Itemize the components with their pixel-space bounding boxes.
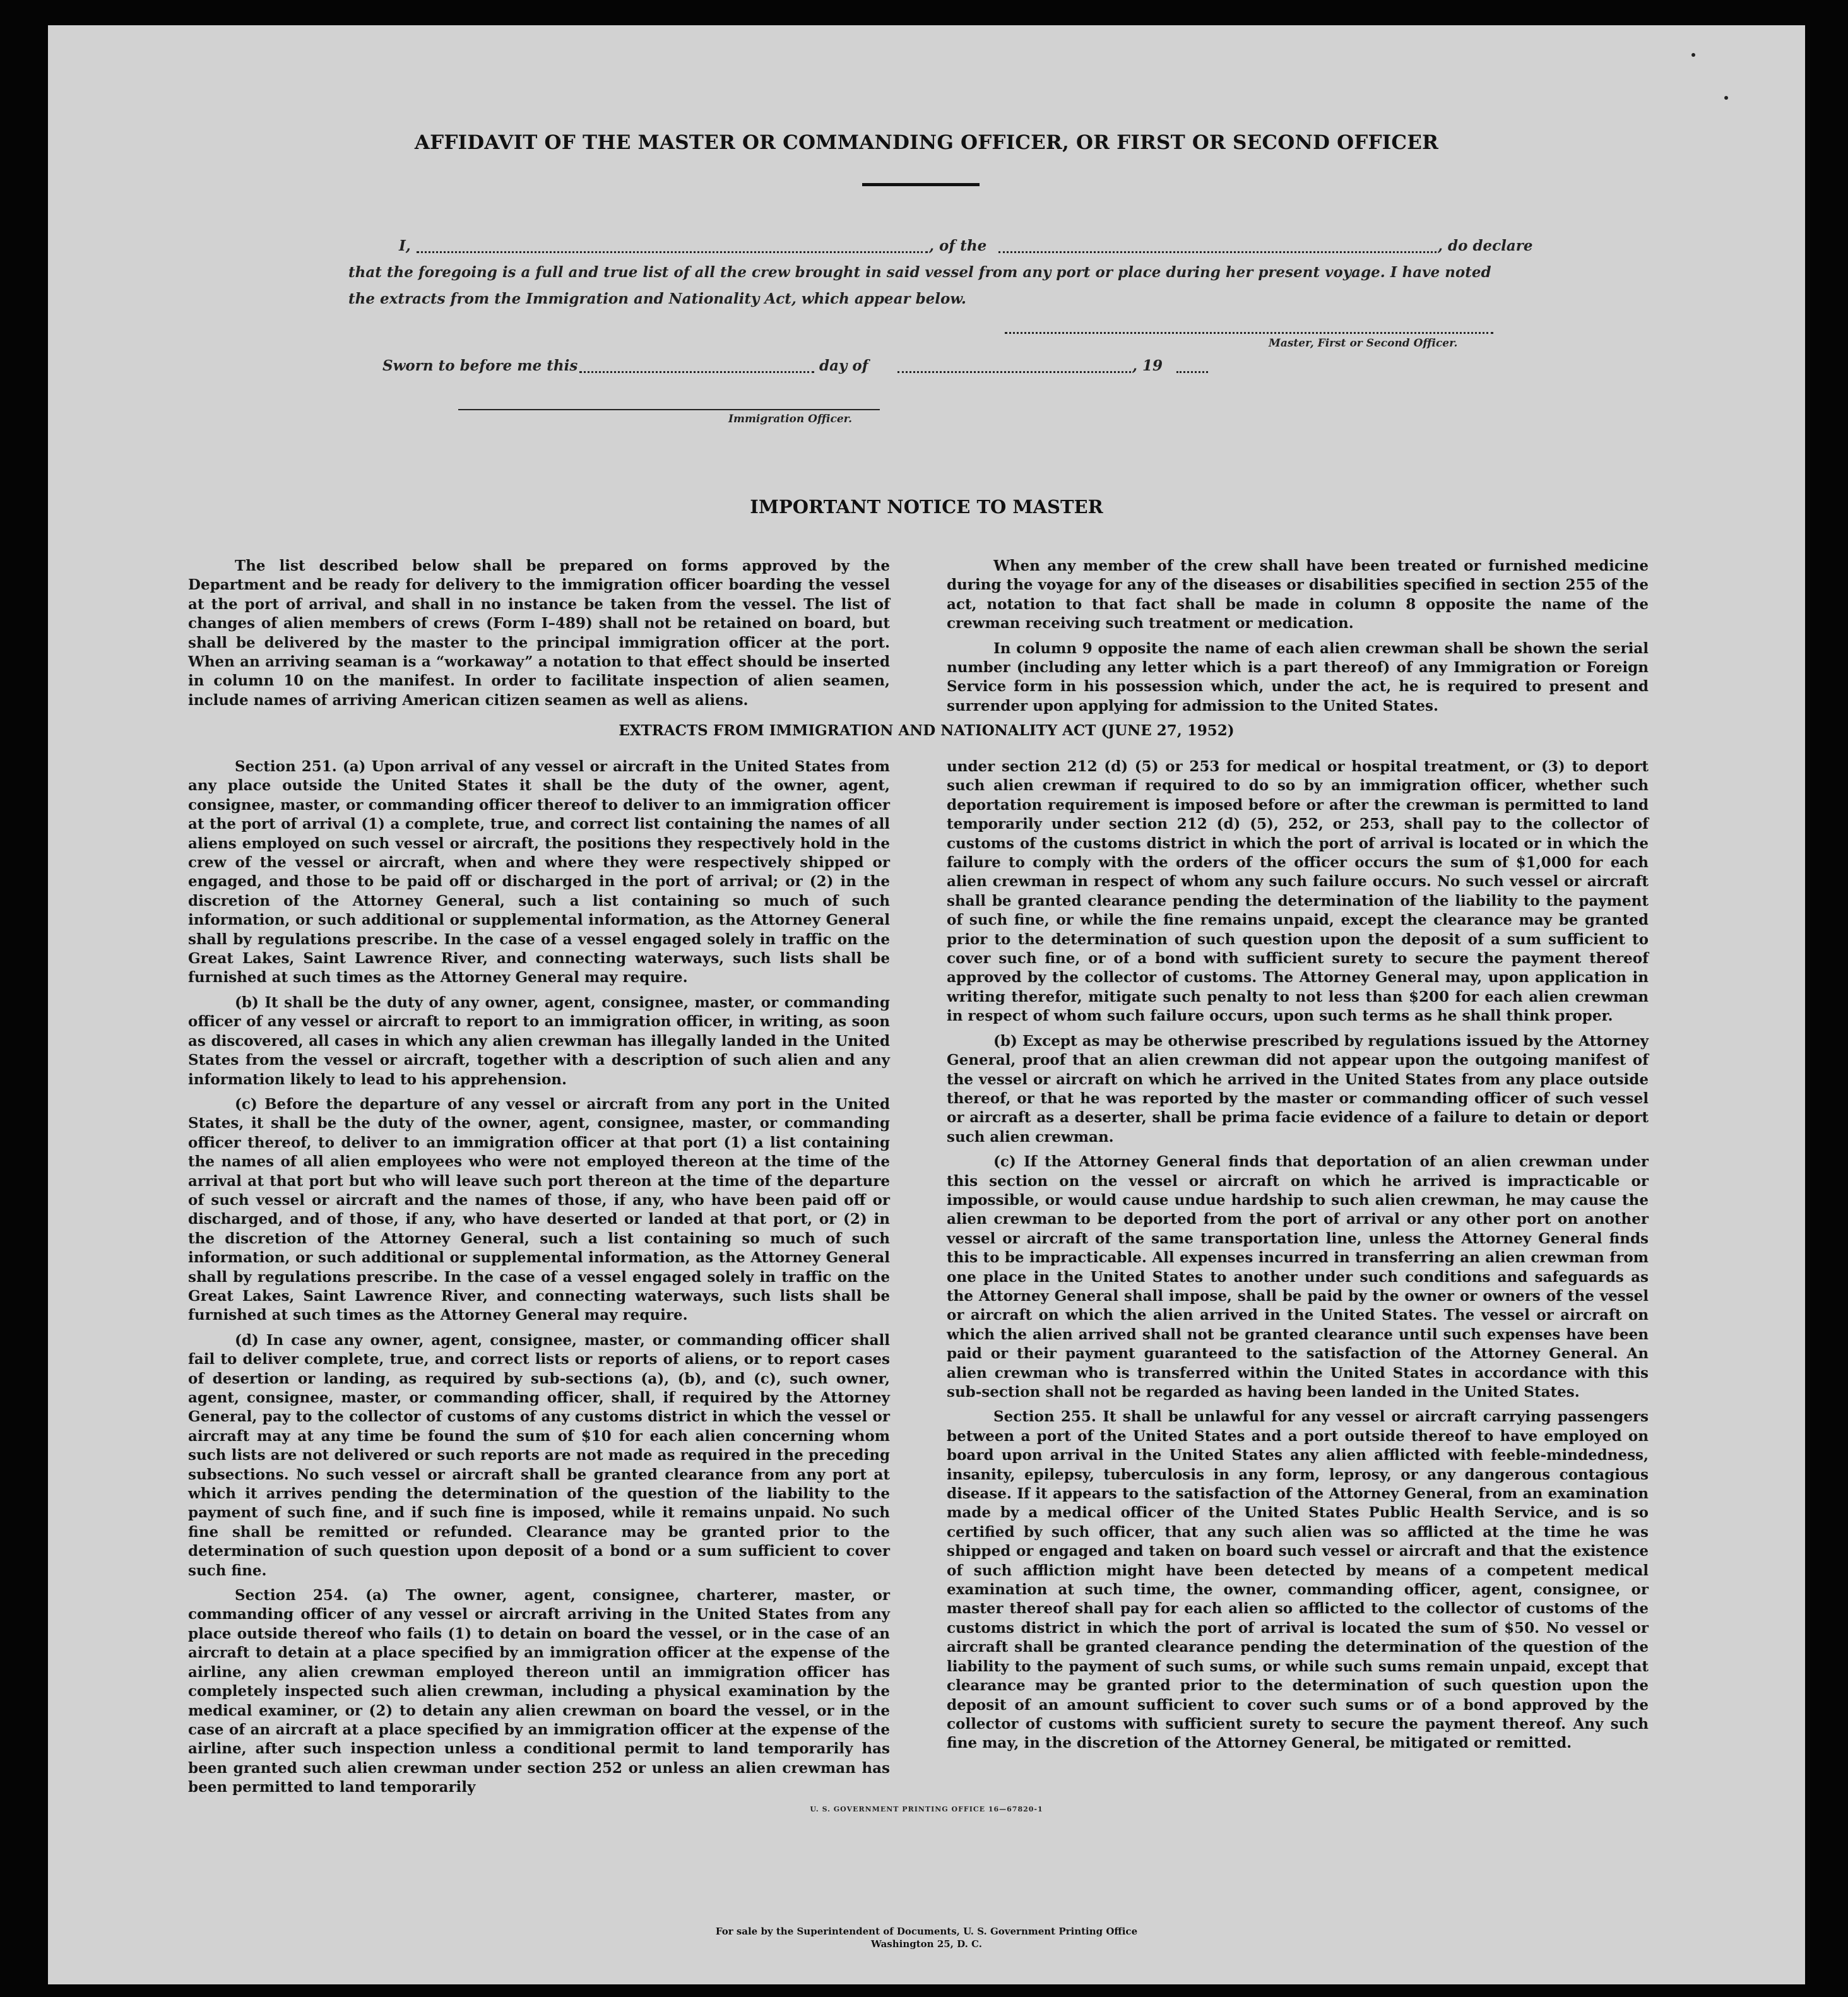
section-251-c: (c) Before the departure of any vessel or aircraft from any port in the United States, it shall be the duty of the owner, agent, consignee, master, or commanding officer thereof, to deliver to an immigration officer at that port (1) a list containing the names of all alien employees who were not employed thereon at the time of the arrival at that port but who will leave such port thereon at the time of the departure of such vessel or aircraft and the names of those, if any, who have been paid off or discharged, and of those, if any, who have deserted or landed at that port, or (2) in the discretion of the Attorney General, such a list containing so much of such information, or such additional or supplemental information, as the Attorney General shall by regulations prescribe. In the case of a vessel engaged solely in traffic on the Great Lakes, Saint Lawrence River, and connecting waterways, such lists shall be furnished at such times as the Attorney General may require.	[188, 1095, 890, 1324]
sale-line: For sale by the Superintendent of Documents, U. S. Government Printing Office	[715, 1926, 1138, 1937]
vessel-name-field[interactable]	[998, 251, 1436, 253]
extracts-left-column	[188, 757, 890, 1803]
section-254-a: Section 254. (a) The owner, agent, consignee, charterer, master, or commanding officer of any vessel or aircraft arriving in the United States from any place outside thereof who fails (1) to detain on board the vessel, or in the case of an aircraft to detain at a place specified by an immigration officer at the expense of the airline, any alien crewman employed thereon until an immigration officer has completely inspected such alien crewman, including a physical examination by the medical examiner, or (2) to detain any alien crewman on board the vessel, or in the case of an aircraft at a place specified by an immigration officer at the expense of the airline, after such inspection unless a conditional permit to land temporarily has been granted such alien crewman under section 252 or unless an alien crewman has been permitted to land temporarily	[188, 1587, 890, 1796]
extracts-title: EXTRACTS FROM IMMIGRATION AND NATIONALITY ACT (JUNE 27, 1952)	[619, 722, 1235, 739]
form-page	[48, 25, 1805, 1984]
declarant-prefix: I,	[399, 237, 411, 254]
section-251-a: Section 251. (a) Upon arrival of any vessel or aircraft in the United States from any place outside the United States it shall be the duty of the owner, agent, consignee, master, or commanding officer thereof to deliver to an immigration officer at the port of arrival (1) a complete, true, and correct list containing the names of all aliens employed on such vessel or aircraft, the positions they respectively hold in the crew of the vessel or aircraft, when and where they were respectively shipped or engaged, and those to be paid off or discharged in the port of arrival; or (2) in the discretion of the Attorney General, such a list containing so much of such information, or such additional or supplemental information, as the Attorney General shall by regulations prescribe. In the case of a vessel engaged solely in traffic on the Great Lakes, Saint Lawrence River, and connecting waterways, such lists shall be furnished at such times as the Attorney General may require.	[188, 758, 890, 987]
notice-paragraph: In column 9 opposite the name of each alien crewman shall be shown the serial number (including any letter which is a part thereof) of any Immigration or Foreign Service form in his possession which, under the act, he is required to present and surrender upon applying for admission to the United States.	[947, 639, 1649, 714]
master-signature-field[interactable]	[1005, 332, 1493, 334]
scan-speck	[1691, 53, 1695, 57]
section-251-d: (d) In case any owner, agent, consignee, master, or commanding officer shall fail to deliver complete, true, and correct lists or reports of aliens, or to report cases of desertion or landing, as required by sub-sections (a), (b), and (c), such owner, agent, consignee, master, or commanding officer, shall, if required by the Attorney General, pay to the collector of customs of any customs district in which the vessel or aircraft may at any time be found the sum of $10 for each alien concerning whom such lists are not delivered or such reports are not made as required in the preceding subsections. No such vessel or aircraft shall be granted clearance from any port at which it arrives pending the determination of the question of the liability to the payment of such fine, and if such fine is imposed, while it remains unpaid. No such fine shall be remitted or refunded. Clearance may be granted prior to the determination of such question upon deposit of a bond or a sum sufficient to cover such fine.	[188, 1331, 890, 1579]
sworn-year-field[interactable]	[1176, 371, 1208, 373]
sworn-month-field[interactable]	[897, 371, 1131, 373]
day-of-label: day of	[819, 357, 868, 374]
declarant-name-field[interactable]	[417, 251, 928, 253]
title-divider	[862, 183, 980, 186]
year-label: , 19	[1132, 357, 1163, 374]
notice-paragraph: The list described below shall be prepared on forms approved by the Department and be ready for delivery to the immigration officer boarding the vessel at the port of arrival, and shall in no instance be taken from the vessel. The list of changes of alien members of crews (Form I–489) shall not be retained on board, but shall be delivered by the master to the principal immigration officer at the port. When an arriving seaman is a “workaway” a notation to that effect should be inserted in column 10 on the manifest. In order to facilitate inspection of alien seamen, include names of arriving American citizen seamen as well as aliens.	[188, 557, 890, 709]
notice-title: IMPORTANT NOTICE TO MASTER	[750, 496, 1103, 518]
section-254-a-continued: under section 212 (d) (5) or 253 for medical or hospital treatment, or (3) to deport such alien crewman if required to do so by an immigration officer, whether such deportation requirement is imposed before or after the crewman is permitted to land temporarily under section 212 (d) (5), 252, or 253, shall pay to the collector of customs of the customs district in which the port of arrival is located or in which the failure to comply with the orders of the officer occurs the sum of $1,000 for each alien crewman in respect of whom any such failure occurs. No such vessel or aircraft shall be granted clearance pending the determination of the liability to the payment of such fine, or while the fine remains unpaid, except the clearance may be granted prior to the determination of such question upon the deposit of a sum sufficient to cover such fine, or of a bond with sufficient surety to secure the payment thereof approved by the collector of customs. The Attorney General may, upon application in writing therefor, mitigate such penalty to not less than $200 for each alien crewman in respect of whom such failure occurs, upon such terms as he shall think proper.	[947, 758, 1649, 1025]
notice-paragraph: When any member of the crew shall have been treated or furnished medicine during the voyage for any of the diseases or disabilities specified in section 255 of the act, notation to that fact shall be made in column 8 opposite the name of the crewman receiving such treatment or medication.	[947, 557, 1649, 632]
section-254-c: (c) If the Attorney General finds that deportation of an alien crewman under this section on the vessel or aircraft on which he arrived is impracticable or impossible, or would cause undue hardship to such alien crewman, he may cause the alien crewman to be deported from the port of arrival or any other port on another vessel or aircraft of the same transportation line, unless the Attorney General finds this to be impracticable. All expenses incurred in transferring an alien crewman from one place in the United States to another under such conditions and safeguards as the Attorney General shall impose, shall be paid by the owner or owners of the vessel or aircraft on which the alien arrived in the United States. The vessel or aircraft on which the alien arrived shall not be granted clearance until such expenses have been paid or their payment guaranteed to the satisfaction of the Attorney General. An alien crewman who is transferred within the United States in accordance with this sub-section shall not be regarded as having been landed in the United States.	[947, 1153, 1649, 1401]
affidavit-statement-line: that the foregoing is a full and true list of all the crew brought in said vessel from any port or place during her present voyage. I have noted	[348, 264, 1491, 281]
sale-line: Washington 25, D. C.	[871, 1938, 982, 1950]
immigration-officer-signature-field[interactable]	[458, 409, 880, 410]
notice-left-column	[188, 557, 890, 716]
sworn-label: Sworn to before me this	[382, 357, 578, 374]
scan-speck	[1724, 96, 1728, 100]
do-declare-label: , do declare	[1438, 237, 1533, 254]
notice-right-column	[947, 557, 1649, 721]
of-the-label: , of the	[929, 237, 987, 254]
affidavit-title: AFFIDAVIT OF THE MASTER OR COMMANDING OFFICER, OR FIRST OR SECOND OFFICER	[414, 131, 1439, 154]
affidavit-statement-line: the extracts from the Immigration and Nationality Act, which appear below.	[348, 290, 966, 307]
extracts-right-column	[947, 757, 1649, 1759]
immigration-officer-caption: Immigration Officer.	[728, 413, 852, 425]
sworn-day-field[interactable]	[579, 371, 814, 373]
section-254-b: (b) Except as may be otherwise prescribed by regulations issued by the Attorney General, proof that an alien crewman did not appear upon the outgoing manifest of the vessel or aircraft on which he arrived in the United States from any place outside thereof, or that he was reported by the master or commanding officer of such vessel or aircraft as a deserter, shall be prima facie evidence of a failure to detain or deport such alien crewman.	[947, 1032, 1649, 1146]
section-255: Section 255. It shall be unlawful for any vessel or aircraft carrying passengers between a port of the United States and a port outside thereof to have employed on board upon arrival in the United States any alien afflicted with feeble-mindedness, insanity, epilepsy, tuberculosis in any form, leprosy, or any dangerous contagious disease. If it appears to the satisfaction of the Attorney General, from an examination made by a medical officer of the United States Public Health Service, and is so certified by such officer, that any such alien was so afflicted at the time he was shipped or engaged and taken on board such vessel or aircraft and that the existence of such affliction might have been detected by means of a competent medical examination at such time, the owner, commanding officer, agent, consignee, or master thereof shall pay for each alien so afflicted to the collector of customs of the customs district in which the port of arrival is located the sum of $50. No vessel or aircraft shall be granted clearance pending the determination of the question of the liability to the payment of such sums, or while such sums remain unpaid, except that clearance may be granted prior to the determination of such question upon the deposit of an amount sufficient to cover such sums or of a bond approved by the collector of customs with sufficient surety to secure the payment thereof. Any such fine may, in the discretion of the Attorney General, be mitigated or remitted.	[947, 1408, 1649, 1752]
master-signature-caption: Master, First or Second Officer.	[1269, 337, 1458, 350]
sale-notice	[48, 1925, 1805, 1950]
printing-office-mark: U. S. GOVERNMENT PRINTING OFFICE 16—67820-1	[810, 1805, 1043, 1813]
section-251-b: (b) It shall be the duty of any owner, agent, consignee, master, or commanding officer of any vessel or aircraft to report to an immigration officer, in writing, as soon as discovered, all cases in which any alien crewman has illegally landed in the United States from the vessel or aircraft, together with a description of such alien and any information likely to lead to his apprehension.	[188, 993, 890, 1088]
